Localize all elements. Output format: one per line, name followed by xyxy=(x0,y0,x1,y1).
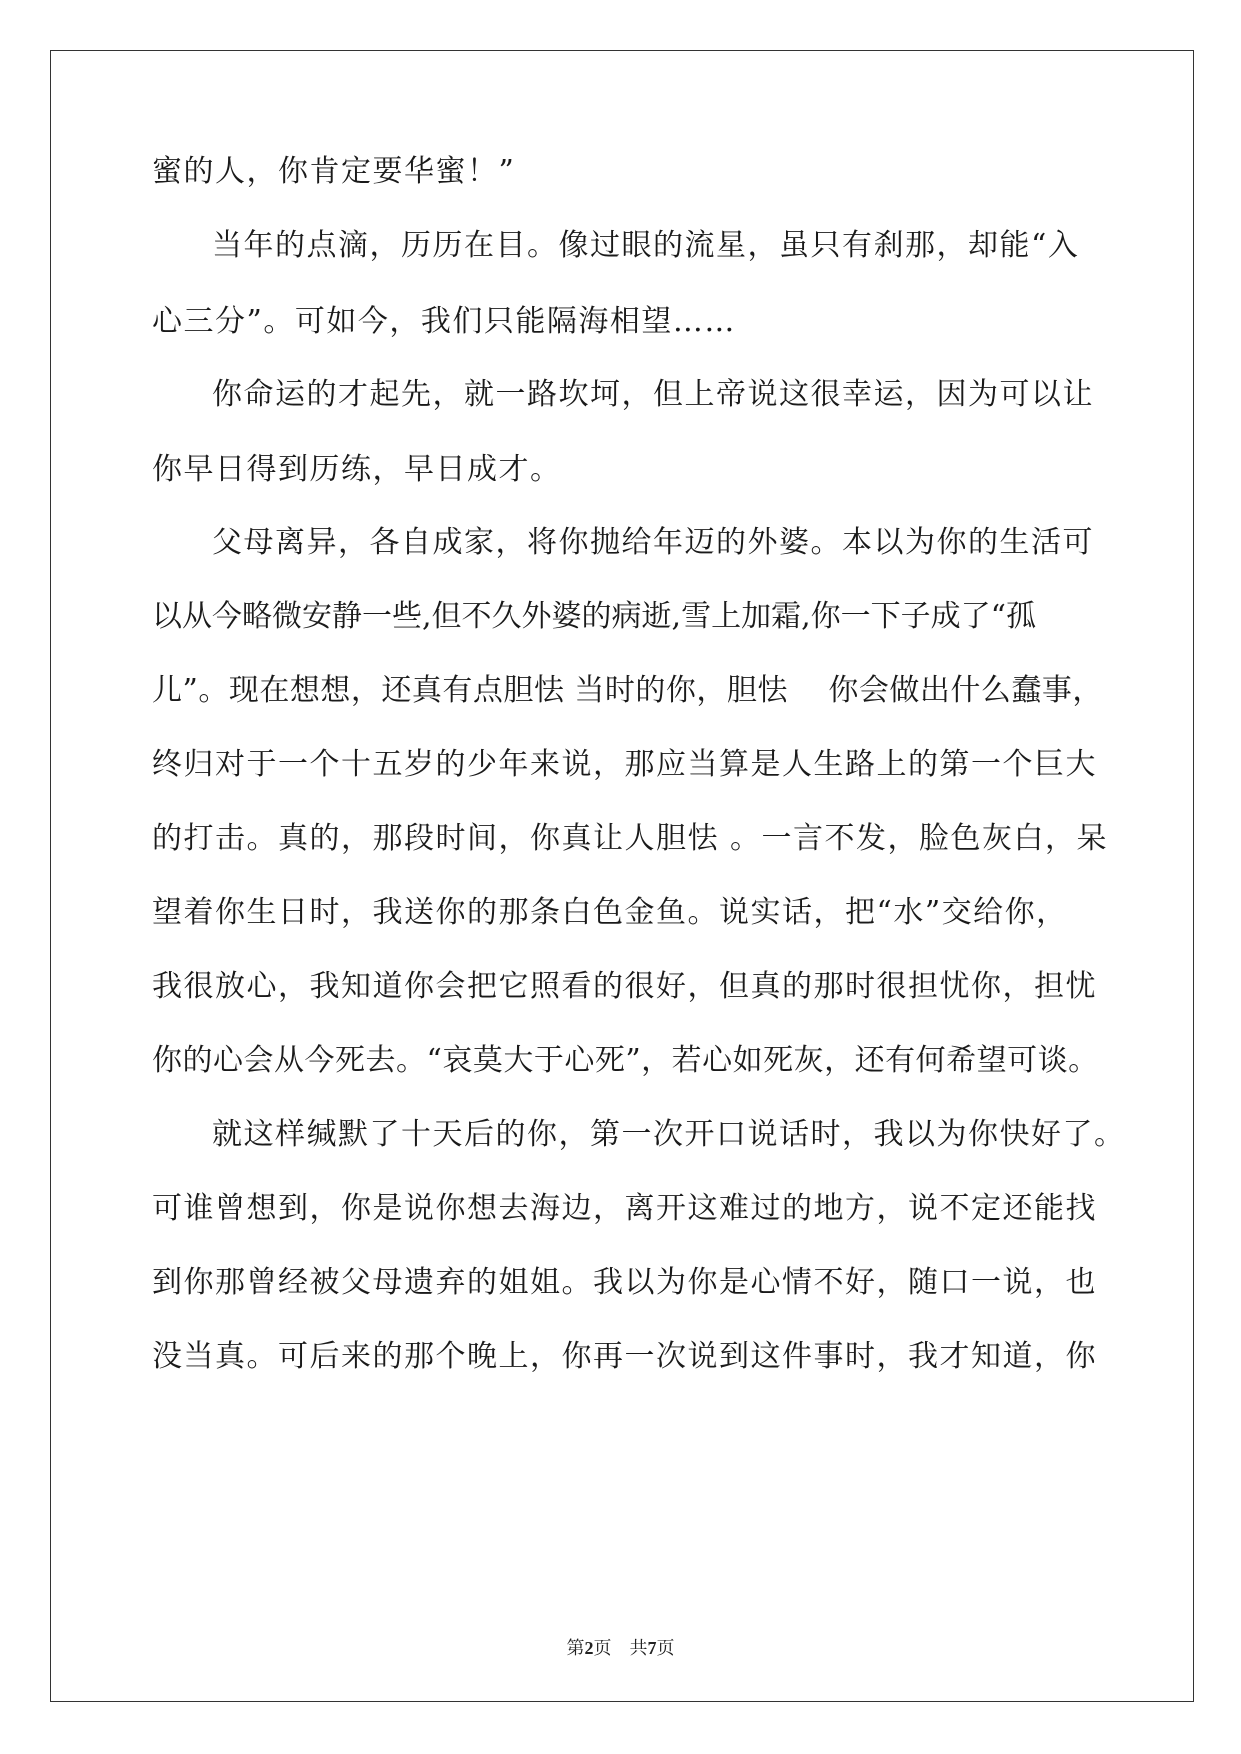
paragraph-first-line: 就这样缄默了十天后的你，第一次开口说话时，我以为你快好了。 xyxy=(212,1117,1126,1152)
text-line: 以从今略微安静一些,但不久外婆的病逝,雪上加霜,你一下子成了“孤 xyxy=(152,599,1036,634)
page-prefix: 第 xyxy=(566,1638,585,1658)
total-suffix: 页 xyxy=(656,1638,675,1658)
text-line: 儿”。现在想想，还真有点胆怯 当时的你，胆怯 你会做出什么蠢事， xyxy=(152,673,1103,708)
text-line: 没当真。可后来的那个晚上，你再一次说到这件事时，我才知道，你 xyxy=(152,1339,1097,1374)
paragraph-first-line: 当年的点滴，历历在目。像过眼的流星，虽只有刹那，却能“入 xyxy=(212,228,1080,263)
page-total: 7 xyxy=(647,1638,657,1658)
text-line: 蜜的人，你肯定要华蜜！” xyxy=(152,154,516,189)
total-prefix: 共 xyxy=(629,1638,648,1658)
text-line: 终归对于一个十五岁的少年来说，那应当算是人生路上的第一个巨大 xyxy=(152,747,1097,782)
text-line: 望着你生日时，我送你的那条白色金鱼。说实话，把“水”交给你， xyxy=(152,895,1068,930)
text-line: 你早日得到历练，早日成才。 xyxy=(152,452,562,487)
text-line: 的打击。真的，那段时间，你真让人胆怯 。一言不发，脸色灰白，呆 xyxy=(152,821,1109,856)
text-line: 我很放心，我知道你会把它照看的很好，但真的那时很担忧你，担忧 xyxy=(152,969,1097,1004)
text-line: 到你那曾经被父母遗弃的姐姐。我以为你是心情不好，随口一说，也 xyxy=(152,1265,1097,1300)
text-line: 可谁曾想到，你是说你想去海边，离开这难过的地方，说不定还能找 xyxy=(152,1191,1097,1226)
paragraph-first-line: 父母离异，各自成家，将你抛给年迈的外婆。本以为你的生活可 xyxy=(212,525,1094,560)
page-current: 2 xyxy=(584,1638,594,1658)
page-suffix: 页 xyxy=(593,1638,612,1658)
text-line: 心三分”。可如今，我们只能隔海相望…… xyxy=(152,304,736,339)
text-line: 你的心会从今死去。“哀莫大于心死”，若心如死灰，还有何希望可谈。 xyxy=(152,1043,1099,1078)
page-footer xyxy=(0,1636,1241,1660)
page-border xyxy=(50,50,1194,1702)
paragraph-first-line: 你命运的才起先，就一路坎坷，但上帝说这很幸运，因为可以让 xyxy=(212,377,1094,412)
